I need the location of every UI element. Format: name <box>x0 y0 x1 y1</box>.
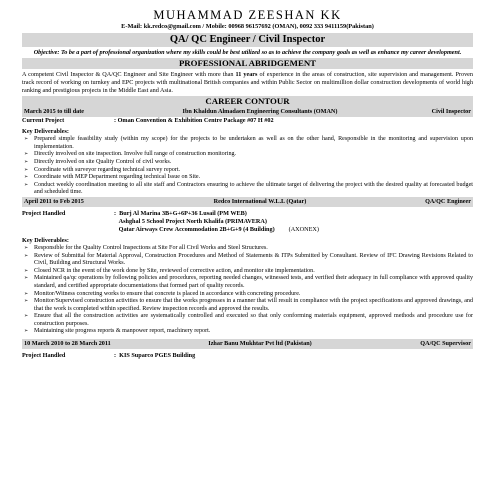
list-item: ➢ Prepared simple feasibility study (within my scope) for the projects to be undertaken as well as on the other hand, Responsible in the monitoring and supervision upon implementation. <box>22 136 473 151</box>
current-project-value: : Oman Convention & Exhibition Centre Package #07 H #02 <box>114 117 274 125</box>
project-tool: (AXONEX) <box>288 225 319 233</box>
list-item: ➢ Maintaining site progress reports & manpower report, machinery report. <box>22 328 473 336</box>
job-role: QA/QC Engineer <box>425 197 471 205</box>
job-header <box>22 197 473 207</box>
project-name: Ashghal 5 School Project North Khalifa (PRIMAVERA) <box>118 217 267 225</box>
list-item: ➢ Conduct weekly coordination meeting to all site staff and Contractors ensuring to achieve the ultimate target of delivering the project with the desired quality at forecasted budget and scheduled time. <box>22 182 473 197</box>
job-company: Izhar Banu Mukhtar Pvt ltd (Pakistan) <box>208 340 312 348</box>
list-item: ➢ Closed NCR in the event of the work done by Site, reviewed of corrective action, and monitor site implementation. <box>22 268 473 276</box>
project-line <box>22 226 473 234</box>
list-item: ➢ Maintained qa/qc operations by following policies and procedures, reporting needed changes, witnessed tests, and verified their adequacy in full compliance with approved quality standard, and certified appropriate documentations that formed part of quality records. <box>22 275 473 290</box>
list-item: ➢ Monitor/Witness concreting works to ensure that concrete is placed in accordance with concreting procedure. <box>22 291 473 299</box>
job-company: Ibn Khaldun Almadaen Engineering Consultants (OMAN) <box>182 108 338 116</box>
project-name: KIS Suparco PGES Building <box>119 352 196 360</box>
project-prefix: : <box>114 209 117 217</box>
current-project-line <box>22 117 473 125</box>
list-item: ➢ Coordinate with MEP Department regarding technical Issue on Site. <box>22 174 473 182</box>
project-line <box>22 210 473 218</box>
job-role: QA/QC Supervisor <box>420 340 471 348</box>
job-dates: 10 March 2010 to 28 March 2011 <box>24 340 111 348</box>
projects-label: Project Handled <box>22 352 66 360</box>
project-name: Qatar Airways Crew Accommodation 2B+G+9 (4 Building) <box>118 225 275 233</box>
candidate-name: MUHAMMAD ZEESHAN KK <box>153 8 342 22</box>
job-company: Redco International W.L.L (Qatar) <box>213 197 307 205</box>
project-prefix: : <box>114 352 117 360</box>
list-item: ➢ Monitor/Supervised construction activities to ensure that the works progresses in a manner that will result in compliance with the project specifications and approved drawings, and that the work is completed within specified. Review inspection records and approved the results. <box>22 298 473 313</box>
list-item: ➢ Ensure that all the construction activities are systematically controlled and executed so that only conforming materials equipment, approved methods and procedure use for construction purposes. <box>22 313 473 328</box>
job-role: Civil Inspector <box>431 108 471 116</box>
projects-label: Project Handled <box>22 209 66 217</box>
list-item: ➢ Coordinate with surveyor regarding technical survey report. <box>22 167 473 175</box>
job-header <box>22 339 473 349</box>
job-dates: March 2015 to till date <box>24 108 85 116</box>
abridgement-text-before: A competent Civil Inspector & QA/QC Engineer and Site Engineer with more than <box>22 71 236 79</box>
job-header <box>22 107 473 117</box>
list-item: ➢ Review of Submittal for Material Approval, Construction Procedures and Method of Statements & ITPs Submitted by Consultant. Review of IFC Drawing Revisions Related to Civil, Building and Structural Works. <box>22 253 473 268</box>
project-name: Burj Al Marina 3B+G+6P+36 Lusail (PM WEB) <box>119 209 247 217</box>
career-heading: CAREER CONTOUR <box>22 96 473 107</box>
key-deliverables-label: Key Deliverables: <box>22 236 69 244</box>
abridgement-heading: PROFESSIONAL ABRIDGEMENT <box>22 58 473 69</box>
project-line <box>22 218 473 226</box>
deliverables-list <box>22 136 473 197</box>
deliverables-list <box>22 245 473 336</box>
list-item: ➢ Responsible for the Quality Control Inspections at Site For all Civil Works and Steel Structures. <box>22 245 473 253</box>
contact-line: E-Mail: kk.redco@gmail.com / Mobile: 00968 96157692 (OMAN), 0092 333 9411159(Pakistan) <box>121 23 374 30</box>
position-title: QA/ QC Engineer / Civil Inspector <box>22 33 473 47</box>
job-dates: April 2011 to Feb 2015 <box>24 197 84 205</box>
list-item: ➢ Directly involved on site inspection. Involve full range of construction monitoring. <box>22 151 473 159</box>
key-deliverables-label: Key Deliverables: <box>22 128 69 136</box>
abridgement-text <box>22 69 473 96</box>
abridgement-text-after: of experience in the areas of construction, site supervision and management. Proven track record of working on turnkey and EPC projects with multinational British companies and within Public Sector on multimillion dollar construction developments of world high ranking and prestigious projects in the Middle East and Asia. <box>22 71 474 95</box>
current-project-label: Current Project <box>22 117 65 125</box>
abridgement-years: 11 years <box>235 71 258 79</box>
list-item: ➢ Directly involved on site Quality Control of civil works. <box>22 159 473 167</box>
project-line <box>22 352 473 360</box>
objective-text: Objective: To be a part of professional organization where my skills could be best utilized so as to achieve the company goals as well as enhance my career development. <box>33 49 462 56</box>
